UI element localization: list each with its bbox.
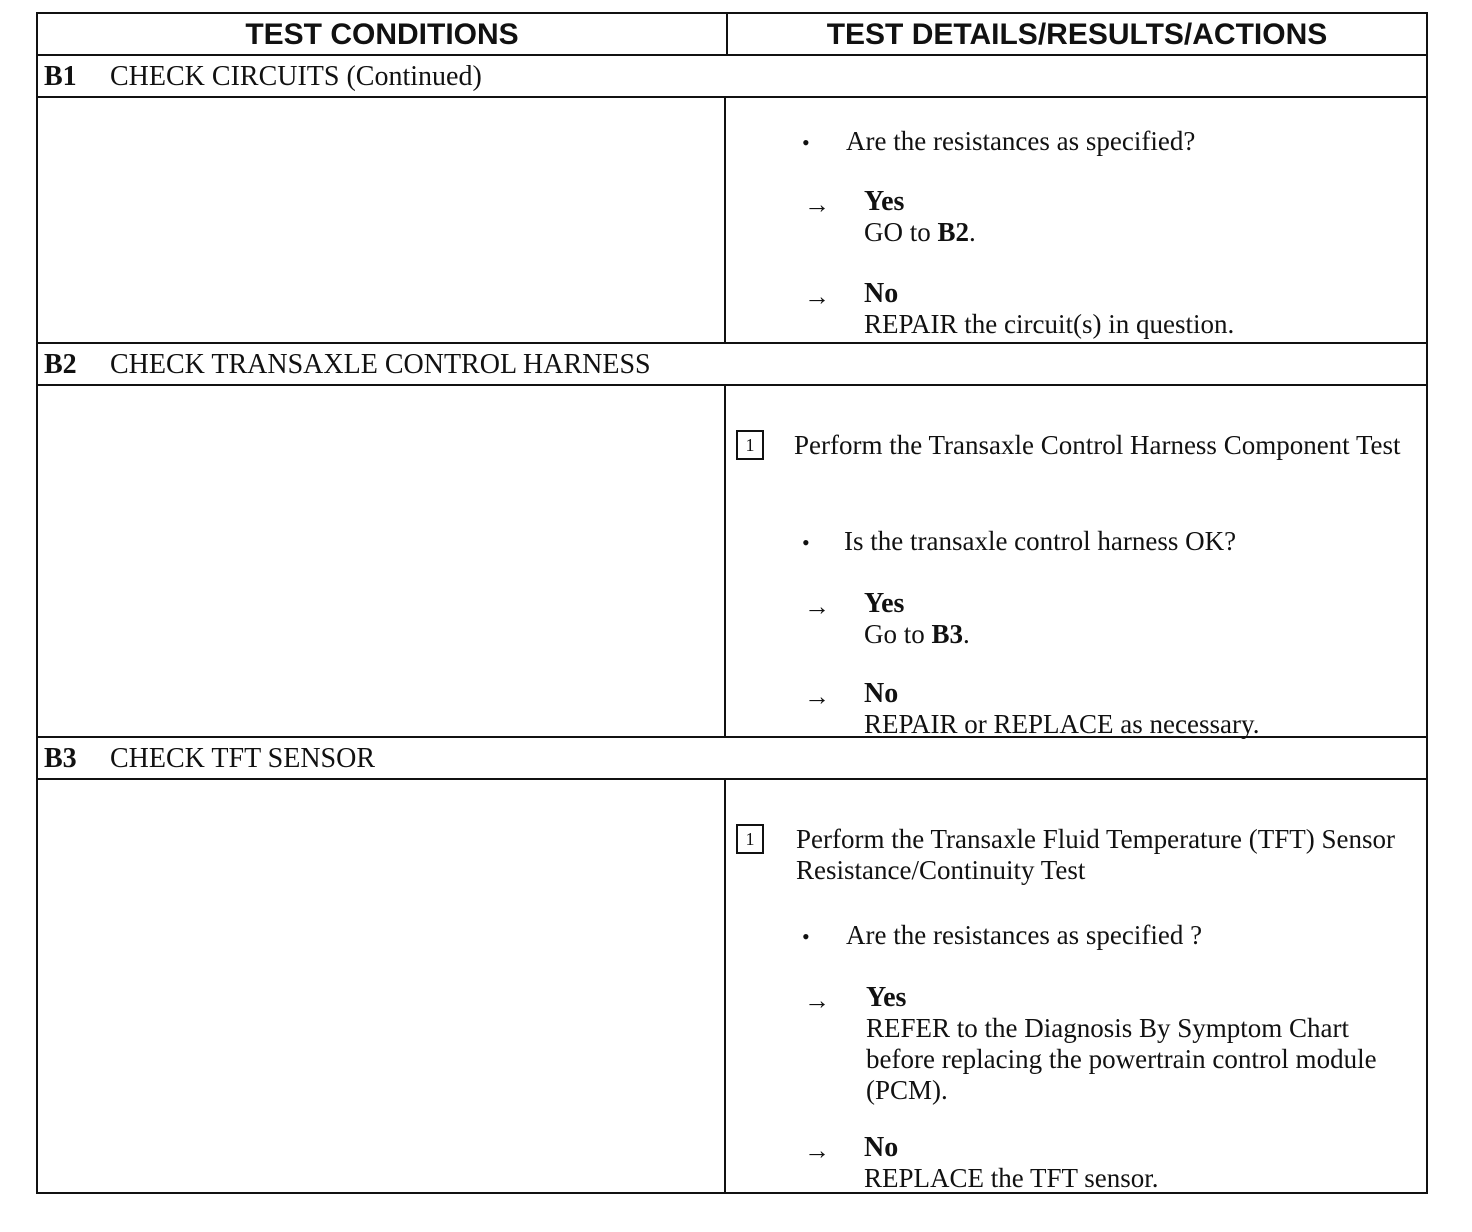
section-title: CHECK CIRCUITS (Continued): [110, 61, 482, 92]
section-body-b2: [38, 386, 1426, 738]
arrow-right-icon: →: [804, 986, 830, 1015]
section-title-b1: [38, 56, 1426, 98]
section-title: CHECK TRANSAXLE CONTROL HARNESS: [110, 349, 651, 380]
section-title-b3: [38, 738, 1426, 780]
step-text: Perform the Transaxle Fluid Temperature (TFT) Sensor Resistance/Continuity Test: [796, 824, 1396, 885]
step-number-box: 1: [736, 824, 764, 854]
diagnostic-table: [36, 12, 1428, 1194]
no-label: No: [864, 278, 899, 309]
question-text: Is the transaxle control harness OK?: [844, 526, 1237, 556]
header-test-conditions: TEST CONDITIONS: [245, 18, 519, 51]
yes-label: Yes: [864, 186, 905, 217]
section-number: B3: [44, 743, 77, 774]
section-title-b2: [38, 344, 1426, 386]
section-number: B2: [44, 349, 77, 380]
yes-label: Yes: [866, 982, 907, 1013]
section-title: CHECK TFT SENSOR: [110, 743, 376, 774]
arrow-right-icon: →: [804, 190, 830, 219]
question-text: Are the resistances as specified?: [846, 126, 1196, 156]
bullet-icon: •: [802, 130, 810, 155]
step-text: Perform the Transaxle Control Harness Component Test: [794, 430, 1401, 460]
yes-action: REFER to the Diagnosis By Symptom Chart before replacing the powertrain control module (PCM).: [866, 1013, 1377, 1105]
yes-action: Go to B3.: [864, 619, 970, 649]
no-action: REPAIR the circuit(s) in question.: [864, 309, 1235, 339]
bullet-icon: •: [802, 530, 810, 555]
yes-action: GO to B2.: [864, 217, 976, 247]
arrow-right-icon: →: [804, 682, 830, 711]
section-number: B1: [44, 61, 77, 92]
header-test-details: TEST DETAILS/RESULTS/ACTIONS: [726, 14, 1426, 54]
no-action: REPLACE the TFT sensor.: [864, 1163, 1159, 1193]
no-action: REPAIR or REPLACE as necessary.: [864, 709, 1260, 739]
no-label: No: [864, 1132, 899, 1163]
column-divider: [724, 386, 726, 736]
section-body-b3: [38, 780, 1426, 1192]
section-body-b1: [38, 98, 1426, 344]
step-number-box: 1: [736, 430, 764, 460]
bullet-icon: •: [802, 924, 810, 949]
column-divider: [724, 780, 726, 1192]
arrow-right-icon: →: [804, 592, 830, 621]
arrow-right-icon: →: [804, 282, 830, 311]
column-divider: [724, 98, 726, 342]
table-header: [38, 14, 1426, 56]
no-label: No: [864, 678, 899, 709]
yes-label: Yes: [864, 588, 905, 619]
question-text: Are the resistances as specified ?: [846, 920, 1203, 950]
arrow-right-icon: →: [804, 1136, 830, 1165]
